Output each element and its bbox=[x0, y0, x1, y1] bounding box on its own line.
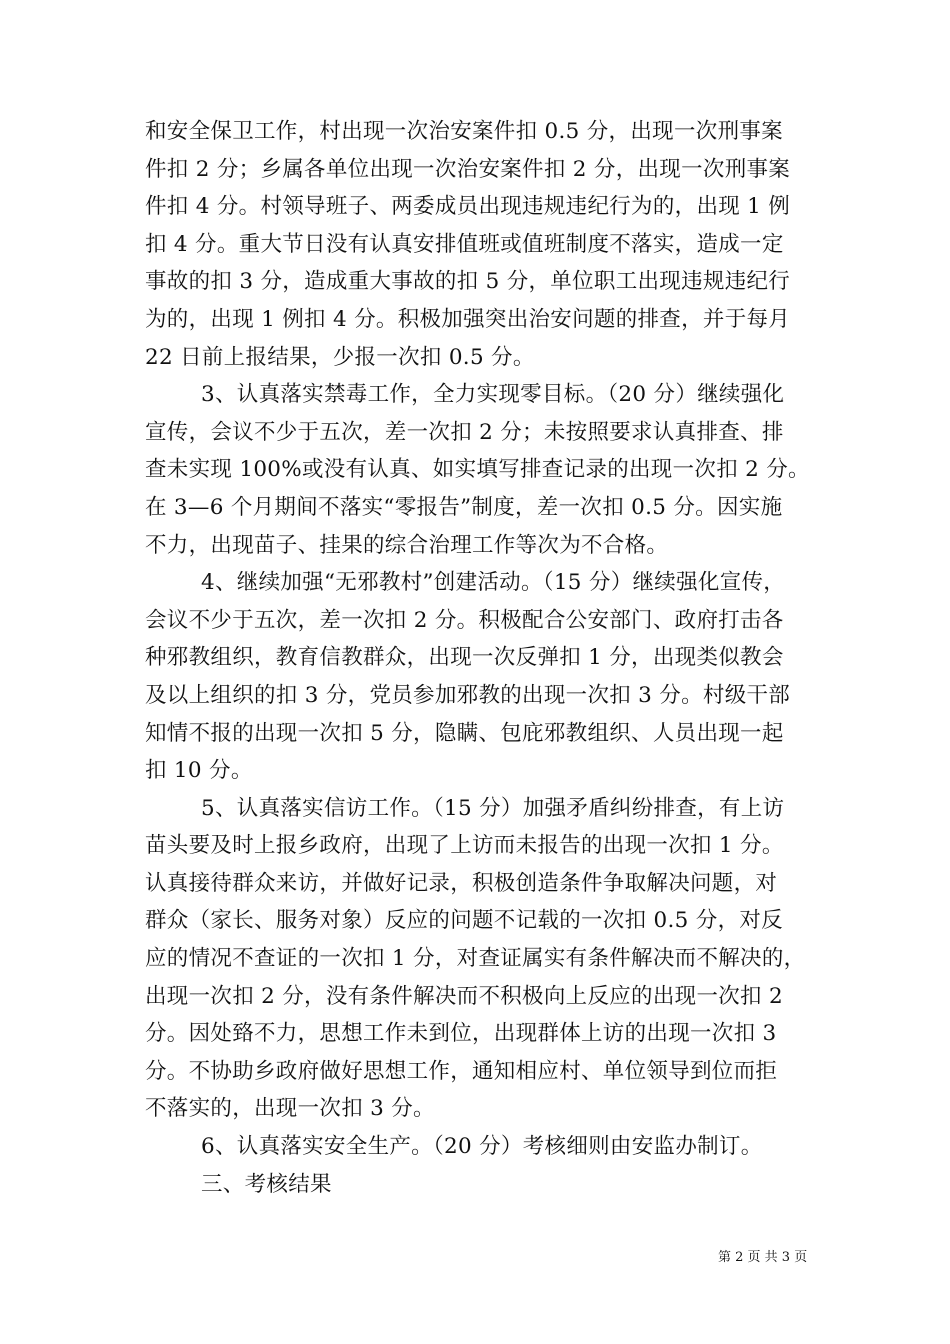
text-line: 22 日前上报结果，少报一次扣 0.5 分。 bbox=[145, 344, 535, 370]
text-line: 扣 10 分。 bbox=[145, 758, 253, 784]
section-heading: 三、考核结果 bbox=[201, 1171, 332, 1197]
text-line: 查未实现 100%或没有认真、如实填写排查记录的出现一次扣 2 分。 bbox=[145, 457, 810, 483]
text-line: 事故的扣 3 分，造成重大事故的扣 5 分，单位职工出现违规违纪行 bbox=[145, 269, 791, 295]
text-line: 件扣 2 分；乡属各单位出现一次治安案件扣 2 分，出现一次刑事案 bbox=[145, 156, 791, 182]
text-line: 应的情况不查证的一次扣 1 分，对查证属实有条件解决而不解决的， bbox=[145, 946, 806, 972]
text-line: 扣 4 分。重大节日没有认真安排值班或值班制度不落实，造成一定 bbox=[145, 231, 784, 257]
text-line: 分。不协助乡政府做好思想工作，通知相应村、单位领导到位而拒 bbox=[145, 1058, 778, 1084]
text-line: 件扣 4 分。村领导班子、两委成员出现违规违纪行为的，出现 1 例 bbox=[145, 194, 791, 220]
text-line: 种邪教组织，教育信教群众，出现一次反弹扣 1 分，出现类似教会 bbox=[145, 645, 784, 671]
text-line: 出现一次扣 2 分，没有条件解决而不积极向上反应的出现一次扣 2 bbox=[145, 983, 783, 1009]
text-line: 不力，出现苗子、挂果的综合治理工作等次为不合格。 bbox=[145, 532, 669, 558]
text-line: 宣传，会议不少于五次，差一次扣 2 分；未按照要求认真排查、排 bbox=[145, 419, 784, 445]
text-line: 和安全保卫工作，村出现一次治安案件扣 0.5 分，出现一次刑事案 bbox=[145, 119, 783, 144]
text-line: 知情不报的出现一次扣 5 分，隐瞒、包庇邪教组织、人员出现一起 bbox=[145, 720, 784, 746]
page-number-footer: 第 2 页 共 3 页 bbox=[718, 1250, 808, 1265]
text-line: 在 3—6 个月期间不落实“零报告”制度，差一次扣 0.5 分。因实施 bbox=[145, 494, 783, 520]
text-line: 6、认真落实安全生产。（20 分）考核细则由安监办制订。 bbox=[201, 1134, 763, 1160]
text-line: 3、认真落实禁毒工作，全力实现零目标。（20 分）继续强化 bbox=[201, 382, 785, 408]
text-line: 苗头要及时上报乡政府，出现了上访而未报告的出现一次扣 1 分。 bbox=[145, 833, 784, 859]
text-line: 为的，出现 1 例扣 4 分。积极加强突出治安问题的排查，并于每月 bbox=[145, 306, 791, 332]
text-line: 分。因处臵不力，思想工作未到位，出现群体上访的出现一次扣 3 bbox=[145, 1021, 777, 1047]
body-text bbox=[145, 113, 810, 1203]
text-line: 及以上组织的扣 3 分，党员参加邪教的出现一次扣 3 分。村级干部 bbox=[145, 682, 791, 708]
text-line: 会议不少于五次，差一次扣 2 分。积极配合公安部门、政府打击各 bbox=[145, 607, 784, 633]
text-line: 5、认真落实信访工作。（15 分）加强矛盾纠纷排查，有上访 bbox=[201, 795, 785, 821]
text-line: 认真接待群众来访，并做好记录，积极创造条件争取解决问题，对 bbox=[145, 870, 778, 896]
text-line: 4、继续加强“无邪教村”创建活动。（15 分）继续强化宣传， bbox=[201, 570, 786, 596]
text-line: 不落实的，出现一次扣 3 分。 bbox=[145, 1096, 435, 1122]
text-line: 群众（家长、服务对象）反应的问题不记载的一次扣 0.5 分，对反 bbox=[145, 908, 783, 934]
